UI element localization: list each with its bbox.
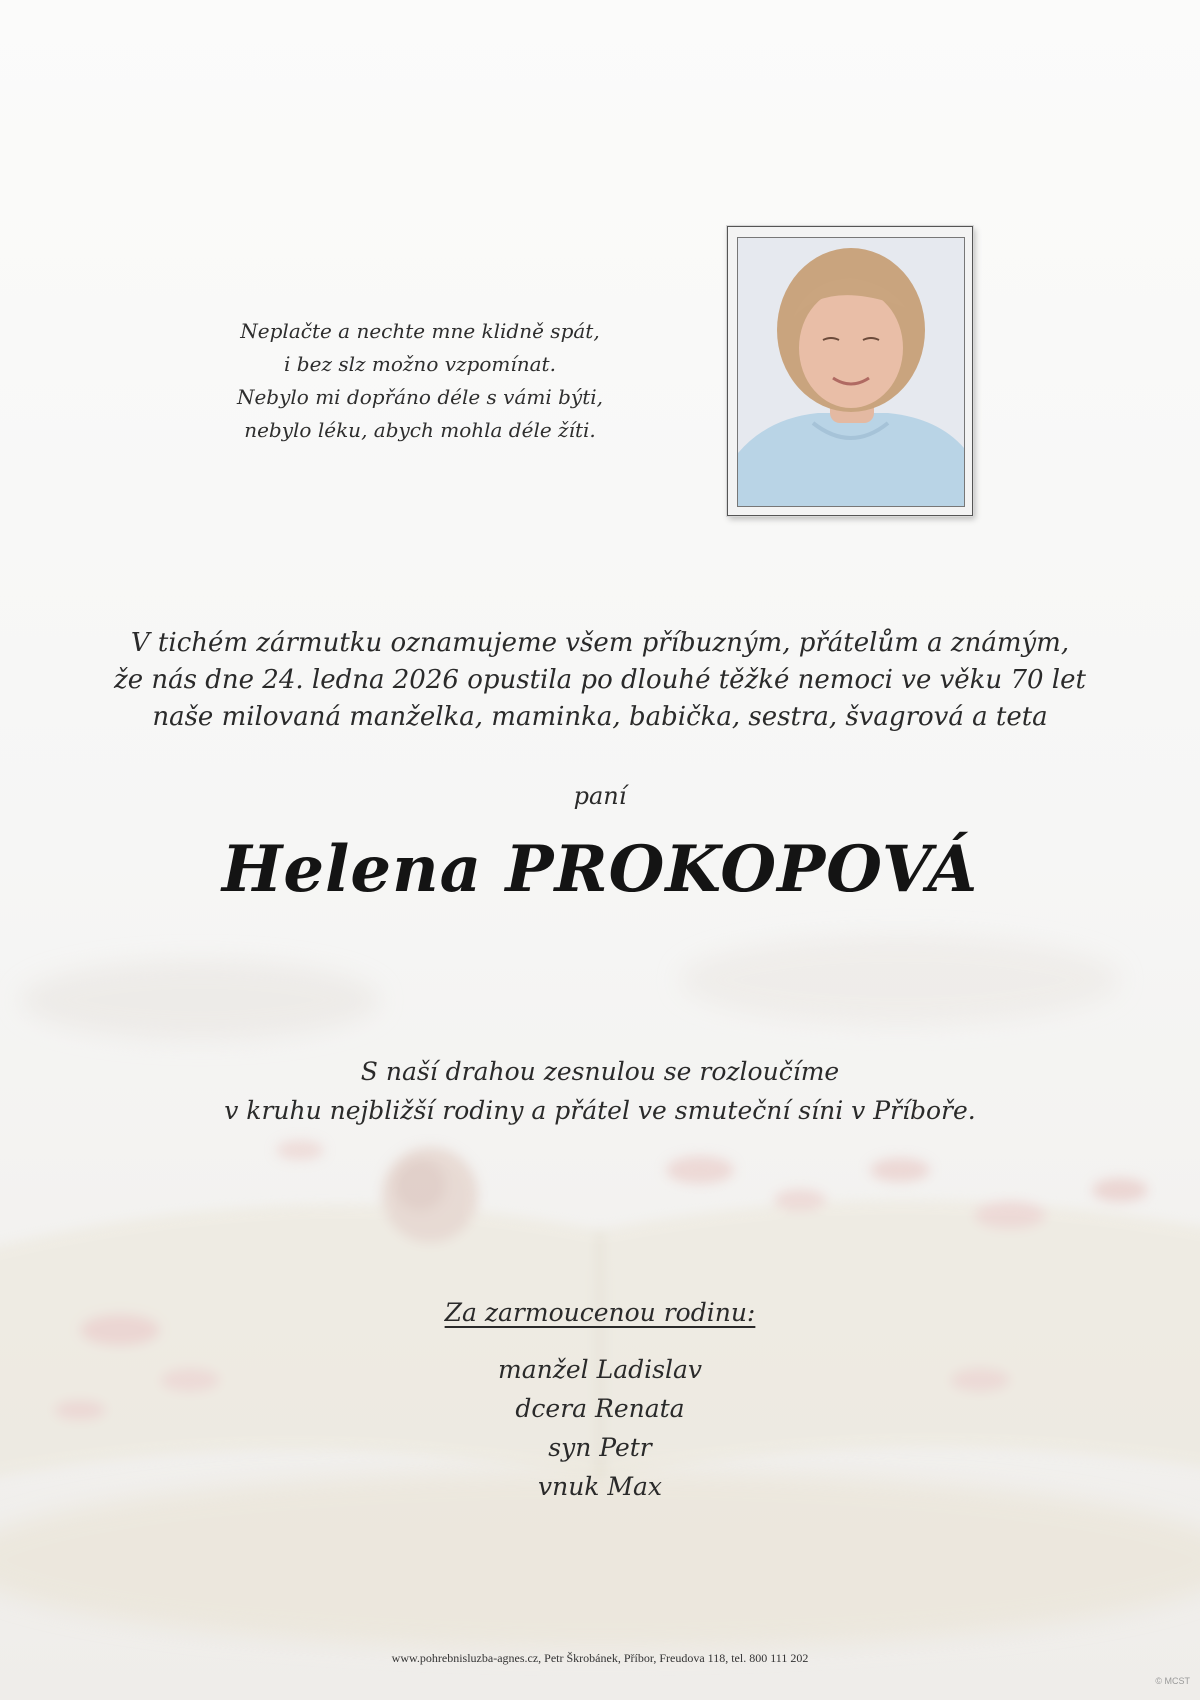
portrait-frame (727, 226, 973, 516)
farewell-line: S naší drahou zesnulou se rozloučíme (360, 1057, 840, 1086)
poem-line: Nebylo mi dopřáno déle s vámi býti, (236, 385, 604, 409)
family-list (400, 1350, 800, 1506)
poem-line: nebylo léku, abych mohla déle žíti. (244, 418, 596, 442)
family-member: vnuk Max (537, 1472, 663, 1501)
copyright-mark: © MCST (1155, 1676, 1190, 1686)
announcement-line: naše milovaná manželka, maminka, babička, sestra, švagrová a teta (152, 702, 1048, 732)
funeral-service-footer: www.pohrebnisluzba-agnes.cz, Petr Škrobánek, Příbor, Freudova 118, tel. 800 111 202 (391, 1651, 809, 1665)
poem-line: i bez slz možno vzpomínat. (284, 352, 556, 376)
family-member: syn Petr (548, 1433, 652, 1462)
farewell-line: v kruhu nejbližší rodiny a přátel ve smuteční síni v Příboře. (224, 1096, 976, 1125)
portrait-photo (737, 237, 965, 507)
announcement-text (100, 625, 1100, 736)
honorific: paní (573, 782, 627, 810)
portrait-illustration (738, 238, 964, 506)
poem-line: Neplačte a nechte mne klidně spát, (240, 319, 600, 343)
announcement-line: V tichém zármutku oznamujeme všem příbuzným, přátelům a známým, (130, 628, 1070, 658)
family-member: manžel Ladislav (498, 1355, 702, 1384)
deceased-name: Helena PROKOPOVÁ (221, 832, 979, 907)
memorial-poem (200, 315, 640, 447)
farewell-text (100, 1052, 1100, 1130)
family-heading: Za zarmoucenou rodinu: (444, 1298, 756, 1327)
announcement-line: že nás dne 24. ledna 2026 opustila po dlouhé těžké nemoci ve věku 70 let (114, 665, 1086, 695)
family-member: dcera Renata (515, 1394, 685, 1423)
